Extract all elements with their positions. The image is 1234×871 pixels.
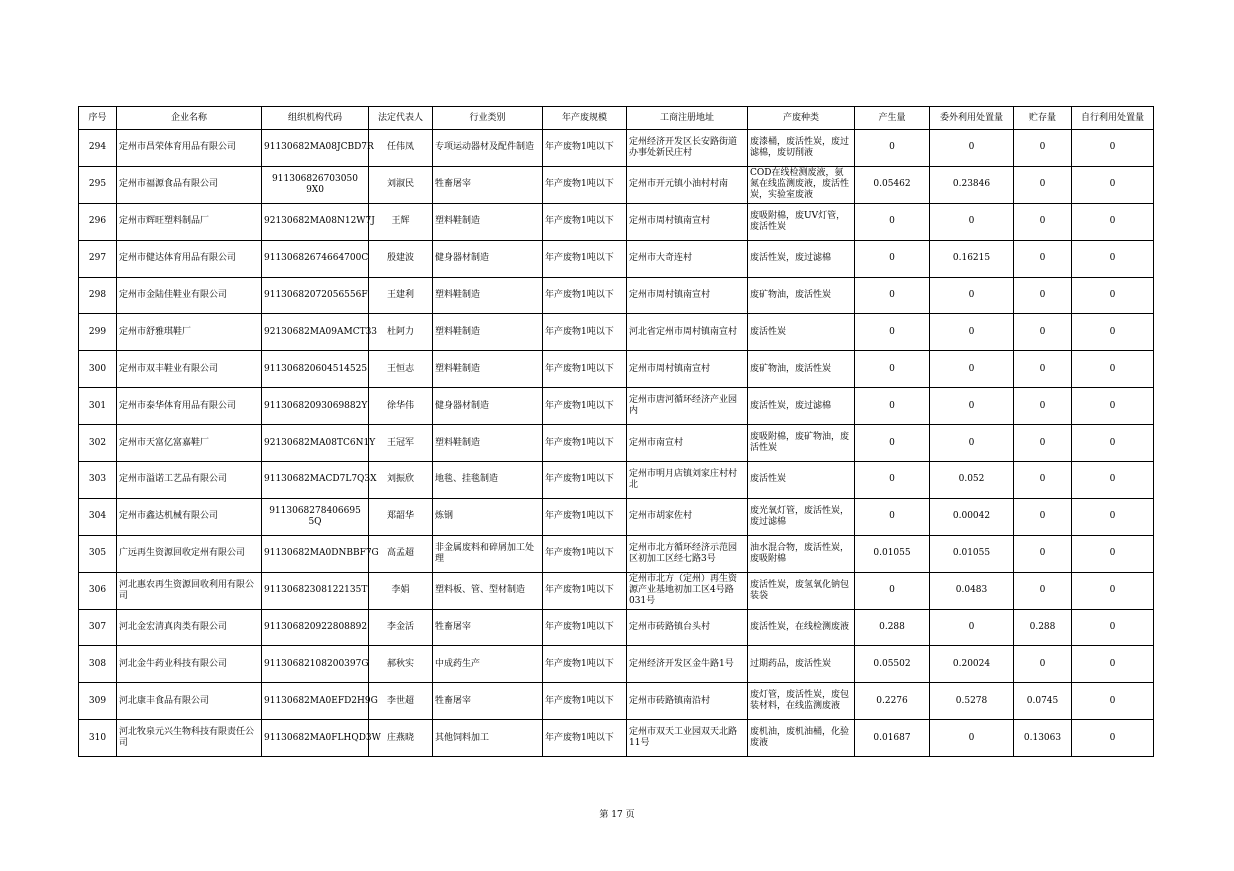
cell-index: 303 <box>79 462 117 499</box>
column-header-address: 工商注册地址 <box>627 107 748 130</box>
cell-legal-rep: 李金活 <box>369 609 433 646</box>
cell-generated: 0.05502 <box>855 646 930 683</box>
cell-stored: 0.0745 <box>1014 683 1072 720</box>
table-row <box>79 535 1154 572</box>
cell-address: 定州市周村镇南宣村 <box>627 203 748 240</box>
cell-index: 298 <box>79 277 117 314</box>
cell-stored: 0 <box>1014 203 1072 240</box>
cell-waste-types: 废吸附棉，废矿物油，废活性炭 <box>748 425 855 462</box>
cell-legal-rep: 高孟超 <box>369 535 433 572</box>
cell-index: 308 <box>79 646 117 683</box>
table-row <box>79 720 1154 757</box>
cell-company-name: 定州市福源食品有限公司 <box>117 166 262 203</box>
cell-self-disposed: 0 <box>1072 388 1154 425</box>
cell-scale: 年产废物1吨以下 <box>543 646 627 683</box>
cell-legal-rep: 王冠军 <box>369 425 433 462</box>
cell-industry: 非金属废料和碎屑加工处理 <box>433 535 543 572</box>
cell-stored: 0 <box>1014 130 1072 167</box>
cell-company-name: 定州市昌荣体育用品有限公司 <box>117 130 262 167</box>
cell-org-code: 91130682674664700C <box>262 240 369 277</box>
waste-enterprise-table <box>78 106 1154 757</box>
cell-outsourced: 0 <box>930 203 1014 240</box>
cell-outsourced: 0.00042 <box>930 498 1014 535</box>
cell-scale: 年产废物1吨以下 <box>543 609 627 646</box>
cell-outsourced: 0.01055 <box>930 535 1014 572</box>
cell-company-name: 广远再生资源回收定州有限公司 <box>117 535 262 572</box>
cell-scale: 年产废物1吨以下 <box>543 535 627 572</box>
cell-industry: 健身器材制造 <box>433 388 543 425</box>
cell-waste-types: 废活性炭，在线检测废液 <box>748 609 855 646</box>
cell-stored: 0.288 <box>1014 609 1072 646</box>
page-number: 第 17 页 <box>599 810 635 820</box>
cell-scale: 年产废物1吨以下 <box>543 351 627 388</box>
cell-address: 定州市砖路镇南沿村 <box>627 683 748 720</box>
cell-index: 299 <box>79 314 117 351</box>
cell-waste-types: 废光氧灯管，废活性炭，废过滤棉 <box>748 498 855 535</box>
cell-waste-types: 废活性炭 <box>748 462 855 499</box>
table-row <box>79 572 1154 609</box>
cell-generated: 0 <box>855 388 930 425</box>
cell-industry: 炼钢 <box>433 498 543 535</box>
table-row <box>79 425 1154 462</box>
cell-org-code: 91130682093069882Y <box>262 388 369 425</box>
cell-stored: 0 <box>1014 277 1072 314</box>
cell-legal-rep: 杜阿力 <box>369 314 433 351</box>
column-header-industry: 行业类别 <box>433 107 543 130</box>
cell-waste-types: 废活性炭，废过滤棉 <box>748 240 855 277</box>
cell-company-name: 河北金牛药业科技有限公司 <box>117 646 262 683</box>
table-row <box>79 462 1154 499</box>
cell-self-disposed: 0 <box>1072 646 1154 683</box>
cell-scale: 年产废物1吨以下 <box>543 425 627 462</box>
cell-address: 定州市周村镇南宣村 <box>627 277 748 314</box>
table-row <box>79 314 1154 351</box>
column-header-outsourced: 委外利用处置量 <box>930 107 1014 130</box>
cell-legal-rep: 徐华伟 <box>369 388 433 425</box>
cell-org-code: 91130682MA0FLHQD3W <box>262 720 369 757</box>
cell-org-code: 91130682308122135T <box>262 572 369 609</box>
cell-self-disposed: 0 <box>1072 130 1154 167</box>
table-row <box>79 683 1154 720</box>
cell-org-code: 92130682MA09AMCT33 <box>262 314 369 351</box>
cell-stored: 0.13063 <box>1014 720 1072 757</box>
cell-legal-rep: 殷建波 <box>369 240 433 277</box>
cell-index: 294 <box>79 130 117 167</box>
cell-self-disposed: 0 <box>1072 609 1154 646</box>
cell-index: 301 <box>79 388 117 425</box>
cell-generated: 0.05462 <box>855 166 930 203</box>
table-row <box>79 130 1154 167</box>
cell-stored: 0 <box>1014 535 1072 572</box>
cell-self-disposed: 0 <box>1072 277 1154 314</box>
cell-address: 定州市砖路镇台头村 <box>627 609 748 646</box>
table-row <box>79 277 1154 314</box>
cell-scale: 年产废物1吨以下 <box>543 462 627 499</box>
cell-industry: 塑料鞋制造 <box>433 425 543 462</box>
cell-index: 296 <box>79 203 117 240</box>
cell-legal-rep: 庄燕晓 <box>369 720 433 757</box>
cell-address: 定州市北方（定州）再生资源产业基地初加工区4号路031号 <box>627 572 748 609</box>
cell-address: 定州市南宣村 <box>627 425 748 462</box>
column-header-waste-types: 产废种类 <box>748 107 855 130</box>
cell-generated: 0 <box>855 462 930 499</box>
cell-industry: 塑料鞋制造 <box>433 314 543 351</box>
cell-address: 定州经济开发区金牛路1号 <box>627 646 748 683</box>
table-header <box>79 107 1154 130</box>
cell-stored: 0 <box>1014 166 1072 203</box>
cell-self-disposed: 0 <box>1072 683 1154 720</box>
cell-address: 定州经济开发区长安路街道办事处新民庄村 <box>627 130 748 167</box>
cell-index: 295 <box>79 166 117 203</box>
cell-outsourced: 0 <box>930 720 1014 757</box>
cell-outsourced: 0 <box>930 130 1014 167</box>
cell-org-code: 91130682072056556F <box>262 277 369 314</box>
table-body <box>79 130 1154 757</box>
cell-stored: 0 <box>1014 462 1072 499</box>
cell-company-name: 定州市金陆佳鞋业有限公司 <box>117 277 262 314</box>
cell-company-name: 定州市泰华体育用品有限公司 <box>117 388 262 425</box>
cell-scale: 年产废物1吨以下 <box>543 240 627 277</box>
cell-org-code: 91130682MA0EFD2H9G <box>262 683 369 720</box>
cell-index: 305 <box>79 535 117 572</box>
cell-industry: 地毯、挂毯制造 <box>433 462 543 499</box>
cell-address: 河北省定州市周村镇南宣村 <box>627 314 748 351</box>
table-row <box>79 498 1154 535</box>
cell-waste-types: 废活性炭，废过滤棉 <box>748 388 855 425</box>
cell-index: 306 <box>79 572 117 609</box>
cell-stored: 0 <box>1014 646 1072 683</box>
cell-org-code: 911306826703050 9X0 <box>262 166 369 203</box>
table-row <box>79 203 1154 240</box>
cell-company-name: 定州市溢诺工艺品有限公司 <box>117 462 262 499</box>
cell-generated: 0 <box>855 425 930 462</box>
table-row <box>79 646 1154 683</box>
table-row <box>79 166 1154 203</box>
cell-legal-rep: 王建利 <box>369 277 433 314</box>
cell-company-name: 定州市健达体育用品有限公司 <box>117 240 262 277</box>
cell-generated: 0 <box>855 498 930 535</box>
cell-index: 307 <box>79 609 117 646</box>
cell-legal-rep: 郑韶华 <box>369 498 433 535</box>
cell-stored: 0 <box>1014 572 1072 609</box>
cell-org-code: 92130682MA08TC6N1Y <box>262 425 369 462</box>
cell-waste-types: 废吸附棉，废UV灯管，废活性炭 <box>748 203 855 240</box>
cell-address: 定州市明月店镇刘家庄村村北 <box>627 462 748 499</box>
cell-legal-rep: 王辉 <box>369 203 433 240</box>
cell-outsourced: 0.0483 <box>930 572 1014 609</box>
cell-waste-types: 废活性炭 <box>748 314 855 351</box>
cell-org-code: 911306820922808892 <box>262 609 369 646</box>
cell-outsourced: 0 <box>930 609 1014 646</box>
cell-industry: 塑料板、管、型材制造 <box>433 572 543 609</box>
cell-waste-types: 过期药品，废活性炭 <box>748 646 855 683</box>
table-row <box>79 240 1154 277</box>
cell-org-code: 91130682MA08JCBD7R <box>262 130 369 167</box>
cell-generated: 0 <box>855 277 930 314</box>
cell-generated: 0.01055 <box>855 535 930 572</box>
cell-generated: 0 <box>855 203 930 240</box>
cell-stored: 0 <box>1014 314 1072 351</box>
cell-generated: 0 <box>855 240 930 277</box>
cell-company-name: 定州市舒雅琪鞋厂 <box>117 314 262 351</box>
cell-generated: 0 <box>855 351 930 388</box>
cell-legal-rep: 郝秋实 <box>369 646 433 683</box>
cell-company-name: 河北牧泉元兴生物科技有限责任公司 <box>117 720 262 757</box>
waste-enterprise-table-container <box>78 106 1153 757</box>
cell-address: 定州市大奇连村 <box>627 240 748 277</box>
cell-industry: 健身器材制造 <box>433 240 543 277</box>
cell-industry: 塑料鞋制造 <box>433 351 543 388</box>
cell-legal-rep: 任伟凤 <box>369 130 433 167</box>
cell-self-disposed: 0 <box>1072 351 1154 388</box>
cell-index: 300 <box>79 351 117 388</box>
cell-outsourced: 0.052 <box>930 462 1014 499</box>
cell-scale: 年产废物1吨以下 <box>543 388 627 425</box>
cell-industry: 专项运动器材及配件制造 <box>433 130 543 167</box>
cell-self-disposed: 0 <box>1072 462 1154 499</box>
header-row <box>79 107 1154 130</box>
cell-generated: 0.2276 <box>855 683 930 720</box>
cell-outsourced: 0 <box>930 314 1014 351</box>
cell-generated: 0 <box>855 572 930 609</box>
cell-industry: 中成药生产 <box>433 646 543 683</box>
cell-legal-rep: 李娟 <box>369 572 433 609</box>
cell-waste-types: 废机油，废机油桶，化验废液 <box>748 720 855 757</box>
cell-self-disposed: 0 <box>1072 425 1154 462</box>
cell-scale: 年产废物1吨以下 <box>543 130 627 167</box>
column-header-legal-rep: 法定代表人 <box>369 107 433 130</box>
cell-legal-rep: 刘振欣 <box>369 462 433 499</box>
cell-outsourced: 0.23846 <box>930 166 1014 203</box>
cell-index: 297 <box>79 240 117 277</box>
cell-company-name: 河北惠农再生资源回收利用有限公司 <box>117 572 262 609</box>
cell-address: 定州市唐河循环经济产业园内 <box>627 388 748 425</box>
cell-industry: 牲畜屠宰 <box>433 609 543 646</box>
column-header-self-disposed: 自行利用处置量 <box>1072 107 1154 130</box>
cell-generated: 0 <box>855 130 930 167</box>
cell-waste-types: 废矿物油，废活性炭 <box>748 277 855 314</box>
cell-company-name: 河北金宏清真肉类有限公司 <box>117 609 262 646</box>
cell-address: 定州市双天工业园双天北路11号 <box>627 720 748 757</box>
column-header-stored: 贮存量 <box>1014 107 1072 130</box>
cell-org-code: 911306820604514525 <box>262 351 369 388</box>
column-header-company-name: 企业名称 <box>117 107 262 130</box>
cell-address: 定州市胡家佐村 <box>627 498 748 535</box>
table-row <box>79 609 1154 646</box>
cell-stored: 0 <box>1014 351 1072 388</box>
cell-generated: 0.288 <box>855 609 930 646</box>
cell-stored: 0 <box>1014 388 1072 425</box>
cell-stored: 0 <box>1014 498 1072 535</box>
cell-waste-types: 废灯管，废活性炭，废包装材料，在线监测废液 <box>748 683 855 720</box>
table-row <box>79 351 1154 388</box>
cell-scale: 年产废物1吨以下 <box>543 277 627 314</box>
cell-legal-rep: 刘淑民 <box>369 166 433 203</box>
cell-index: 309 <box>79 683 117 720</box>
cell-self-disposed: 0 <box>1072 240 1154 277</box>
cell-company-name: 定州市双丰鞋业有限公司 <box>117 351 262 388</box>
cell-waste-types: 废活性炭，废氢氧化钠包装袋 <box>748 572 855 609</box>
cell-outsourced: 0 <box>930 388 1014 425</box>
cell-waste-types: 废漆桶，废活性炭，废过滤棉，废切削液 <box>748 130 855 167</box>
cell-company-name: 河北康丰食品有限公司 <box>117 683 262 720</box>
cell-address: 定州市开元镇小油村村南 <box>627 166 748 203</box>
cell-waste-types: COD在线检测废液，氨氮在线监测废液，废活性炭，实验室废液 <box>748 166 855 203</box>
cell-org-code: 92130682MA08N12W7J <box>262 203 369 240</box>
cell-scale: 年产废物1吨以下 <box>543 720 627 757</box>
cell-index: 304 <box>79 498 117 535</box>
cell-scale: 年产废物1吨以下 <box>543 314 627 351</box>
cell-org-code: 91130682108200397G <box>262 646 369 683</box>
cell-industry: 塑料鞋制造 <box>433 277 543 314</box>
cell-generated: 0 <box>855 314 930 351</box>
cell-index: 310 <box>79 720 117 757</box>
cell-company-name: 定州市天富亿富嘉鞋厂 <box>117 425 262 462</box>
cell-outsourced: 0 <box>930 277 1014 314</box>
cell-industry: 牲畜屠宰 <box>433 166 543 203</box>
cell-scale: 年产废物1吨以下 <box>543 683 627 720</box>
cell-scale: 年产废物1吨以下 <box>543 166 627 203</box>
cell-industry: 塑料鞋制造 <box>433 203 543 240</box>
cell-waste-types: 废矿物油，废活性炭 <box>748 351 855 388</box>
column-header-org-code: 组织机构代码 <box>262 107 369 130</box>
cell-outsourced: 0.16215 <box>930 240 1014 277</box>
cell-waste-types: 油水混合物，废活性炭，废吸附棉 <box>748 535 855 572</box>
cell-scale: 年产废物1吨以下 <box>543 572 627 609</box>
column-header-scale: 年产废规模 <box>543 107 627 130</box>
cell-legal-rep: 李世超 <box>369 683 433 720</box>
cell-stored: 0 <box>1014 240 1072 277</box>
cell-self-disposed: 0 <box>1072 498 1154 535</box>
cell-company-name: 定州市鑫达机械有限公司 <box>117 498 262 535</box>
cell-scale: 年产废物1吨以下 <box>543 203 627 240</box>
cell-industry: 牲畜屠宰 <box>433 683 543 720</box>
cell-outsourced: 0 <box>930 351 1014 388</box>
cell-self-disposed: 0 <box>1072 720 1154 757</box>
cell-address: 定州市周村镇南宣村 <box>627 351 748 388</box>
cell-company-name: 定州市辉旺塑料制品厂 <box>117 203 262 240</box>
cell-self-disposed: 0 <box>1072 572 1154 609</box>
column-header-index: 序号 <box>79 107 117 130</box>
cell-self-disposed: 0 <box>1072 314 1154 351</box>
cell-org-code: 9113068278406695 5Q <box>262 498 369 535</box>
column-header-generated: 产生量 <box>855 107 930 130</box>
cell-address: 定州市北方循环经济示范园区初加工区经七路3号 <box>627 535 748 572</box>
cell-org-code: 91130682MACD7L7Q3X <box>262 462 369 499</box>
cell-outsourced: 0 <box>930 425 1014 462</box>
cell-self-disposed: 0 <box>1072 166 1154 203</box>
cell-outsourced: 0.20024 <box>930 646 1014 683</box>
cell-legal-rep: 王恒志 <box>369 351 433 388</box>
table-row <box>79 388 1154 425</box>
cell-generated: 0.01687 <box>855 720 930 757</box>
cell-outsourced: 0.5278 <box>930 683 1014 720</box>
cell-self-disposed: 0 <box>1072 535 1154 572</box>
cell-industry: 其他饲料加工 <box>433 720 543 757</box>
cell-stored: 0 <box>1014 425 1072 462</box>
cell-scale: 年产废物1吨以下 <box>543 498 627 535</box>
cell-self-disposed: 0 <box>1072 203 1154 240</box>
cell-index: 302 <box>79 425 117 462</box>
cell-org-code: 91130682MA0DNBBF7G <box>262 535 369 572</box>
